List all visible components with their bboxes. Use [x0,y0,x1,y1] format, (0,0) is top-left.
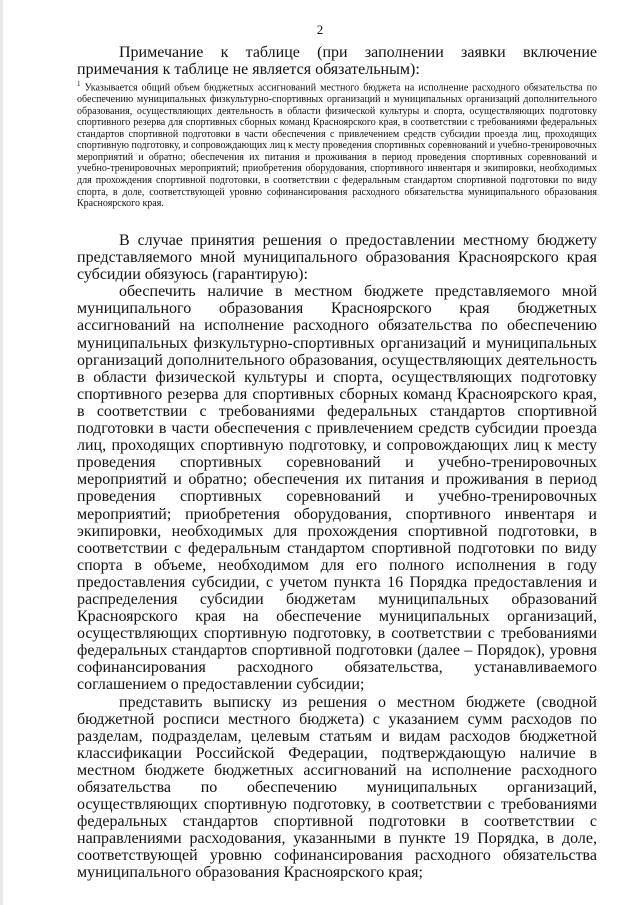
footnote-mark: 1 [77,80,81,88]
scan-edge-shadow [0,0,3,905]
obligation-intro-paragraph: В случае принятия решения о предоставлении местному бюджету представляемого мной муниципального образования Красноярского края субсидии обязуюсь (гарантирую): [77,232,597,284]
obligation-submit-extract-paragraph: представить выписку из решения о местном бюджете (сводной бюджетной росписи местного бюджета) с указанием сумм расходов по разделам, подразделам, целевым статьям и видам расходов бюджетной классификации Российской Федерации, подтверждающую наличие в местном бюджете бюджетных ассигнований на исполнение расходного обязательства по обеспечению муниципальных организаций, осуществляющих спортивную подготовку, в соответствии с требованиями федеральных стандартов спортивной подготовки в соответствии с направлениями расходования, указанными в пункте 19 Порядка, в доле, соответствующей уровню софинансирования расходного обязательства муниципального образования Красноярского края; [77,693,597,882]
footnote-text: Указывается общий объем бюджетных ассигнований местного бюджета на исполнение расходного обязательства по обеспечению муниципальных физкультурно-спортивных организаций и муниципальных организаций дополнительного образования, осуществляющих деятельность в области физической культуры и спорта, осуществляющих подготовку спортивного резерва для спортивных сборных команд Красноярского края, в соответствии с требованиями федеральных стандартов спортивной подготовки в части обеспечения с привлечением средств субсидии проезда лиц, проходящих спортивную подготовку, и сопровождающих лиц к месту проведения спортивных соревнований и учебно-тренировочных мероприятий и обратно; обеспечения их питания и проживания в период проведения спортивных соревнований и учебно-тренировочных мероприятий; приобретения оборудования, спортивного инвентаря и экипировки, необходимых для прохождения спортивной подготовки, в соответствии с федеральным стандартом спортивной подготовки по виду спорта, в доле, соответствующей уровню софинансирования расходного обязательства муниципального образования Красноярского края. [77,82,597,210]
obligation-ensure-paragraph: обеспечить наличие в местном бюджете представляемого мной муниципального образования Красноярского края бюджетных ассигнований на исполнение расходного обязательства по обеспечению муниципальных физкультурно-спортивных организаций и муниципальных организаций дополнительного образования, осуществляющих деятельность в области физической культуры и спорта, осуществляющих подготовку спортивного резерва для спортивных сборных команд Красноярского края, в соответствии с требованиями федеральных стандартов спортивной подготовки в части обеспечения с привлечением средств субсидии проезда лиц, проходящих спортивную подготовку, и сопровождающих лиц к месту проведения спортивных соревнований и учебно-тренировочных мероприятий и обратно; обеспечения их питания и проживания в период проведения спортивных соревнований и учебно-тренировочных мероприятий; приобретения оборудования, спортивного инвентаря и экипировки, необходимых для прохождения спортивной подготовки, в соответствии с федеральным стандартом спортивной подготовки по виду спорта в объеме, необходимом для его полного исполнения в году предоставления субсидии, с учетом пункта 16 Порядка предоставления и распределения субсидии бюджетам муниципальных образований Красноярского края на обеспечение муниципальных организаций, осуществляющих спортивную подготовку, в соответствии с требованиями федеральных стандартов спортивной подготовки (далее – Порядок), уровня софинансирования расходного обязательства, устанавливаемого соглашением о предоставлении субсидии; [77,283,597,694]
footnote [77,79,597,210]
table-note-heading: Примечание к таблице (при заполнении заявки включение примечания к таблице не является обязательным): [77,44,597,78]
document-body [77,232,597,882]
page-number: 2 [316,22,324,37]
